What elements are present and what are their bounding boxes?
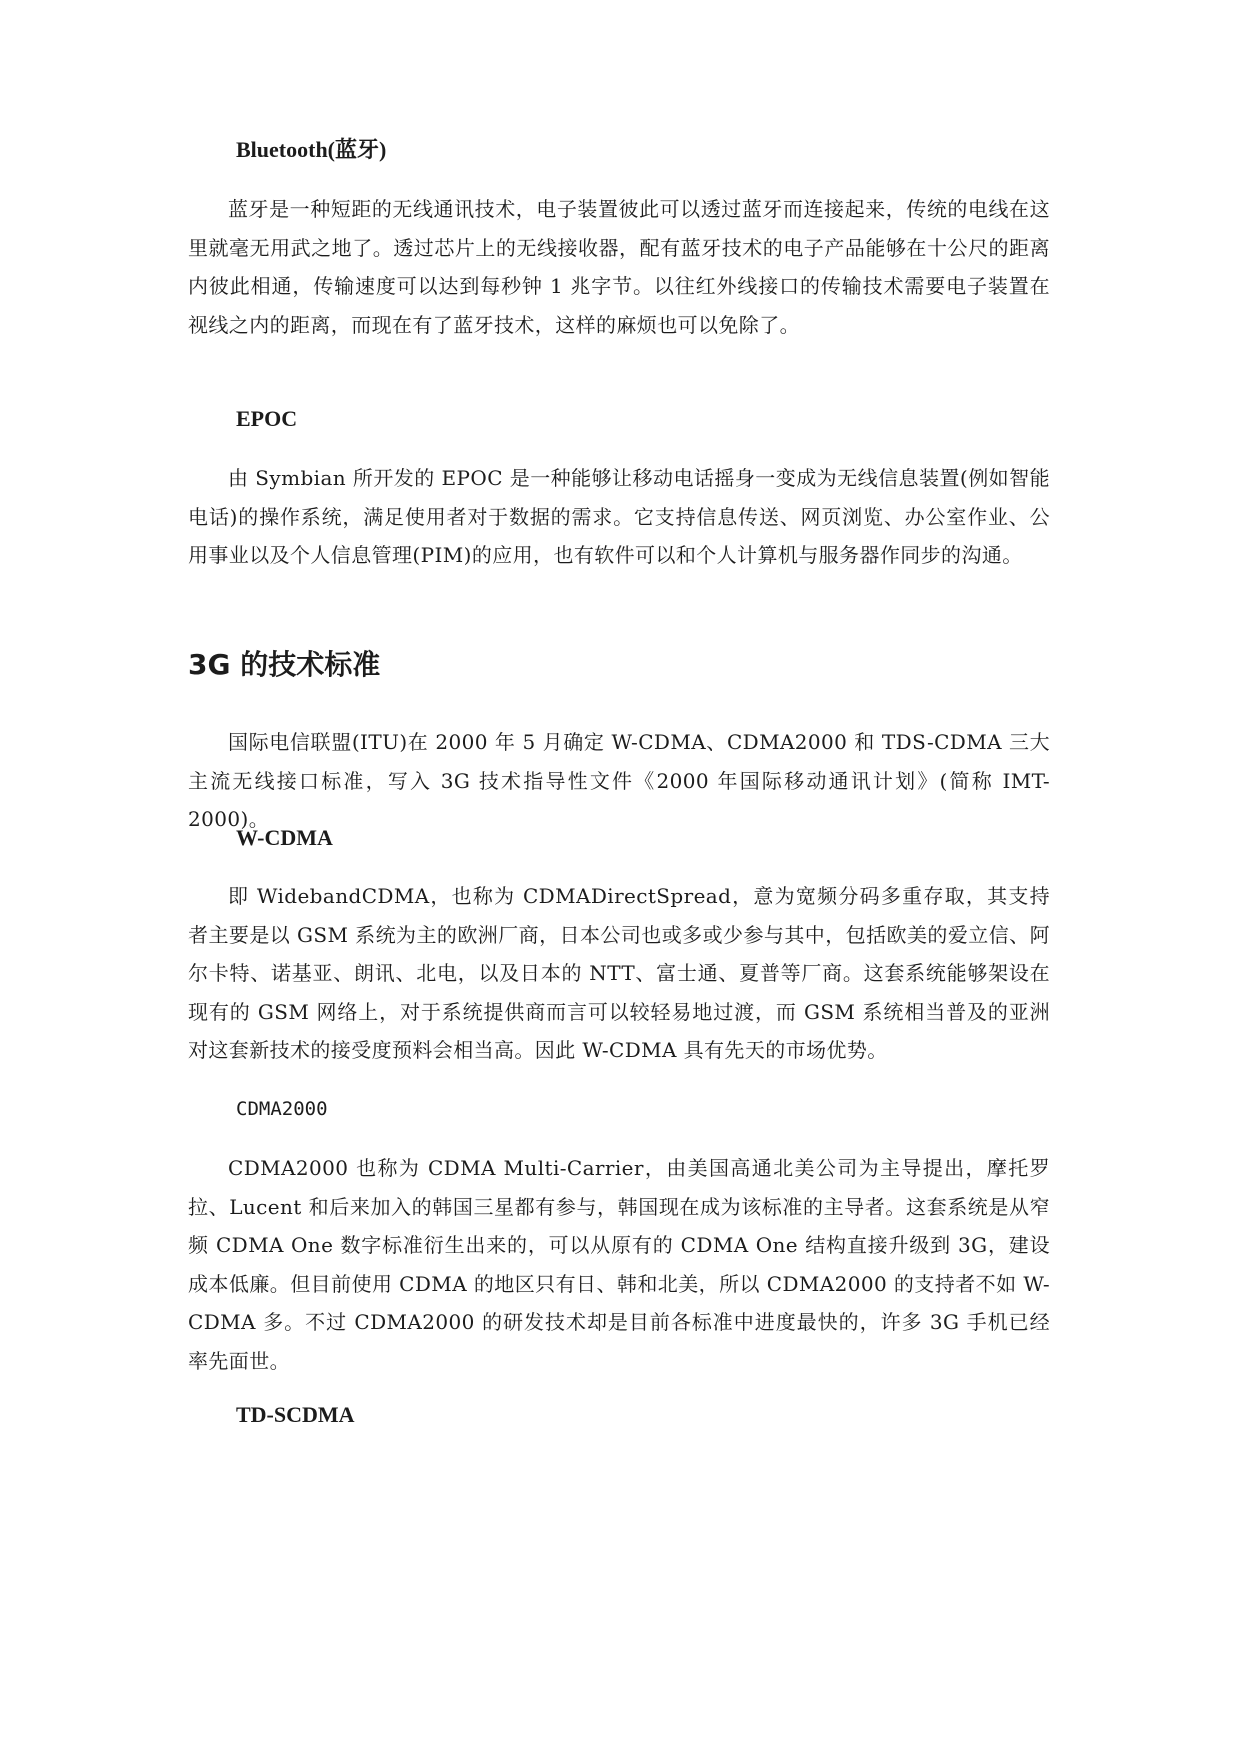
wcdma-heading: W-CDMA — [236, 825, 333, 850]
epoc-heading: EPOC — [236, 406, 298, 431]
standards-paragraph: 国际电信联盟(ITU)在 2000 年 5 月确定 W-CDMA、CDMA2000 和 TDS-CDMA 三大主流无线接口标准，写入 3G 技术指导性文件《2000 年国际移动通讯计划》(简称 IMT-2000)。 — [188, 730, 1050, 832]
wcdma-paragraph: 即 WidebandCDMA，也称为 CDMADirectSpread，意为宽频分码多重存取，其支持者主要是以 GSM 系统为主的欧洲厂商，日本公司也或多或少参与其中，包括欧美的爱立信、阿尔卡特、诺基亚、朗讯、北电，以及日本的 NTT、富士通、夏普等厂商。这套系统能够架设在现有的 GSM 网络上，对于系统提供商而言可以较轻易地过渡，而 GSM 系统相当普及的亚洲对这套新技术的接受度预料会相当高。因此 W-CDMA 具有先天的市场优势。 — [188, 884, 1050, 1063]
epoc-paragraph: 由 Symbian 所开发的 EPOC 是一种能够让移动电话摇身一变成为无线信息装置(例如智能电话)的操作系统，满足使用者对于数据的需求。它支持信息传送、网页浏览、办公室作业、公用事业以及个人信息管理(PIM)的应用，也有软件可以和个人计算机与服务器作同步的沟通。 — [188, 466, 1050, 568]
bluetooth-heading: Bluetooth(蓝牙) — [236, 137, 387, 162]
standards-heading: 3G 的技术标准 — [188, 648, 381, 681]
cdma2000-heading: CDMA2000 — [236, 1098, 328, 1120]
tdscdma-heading: TD-SCDMA — [236, 1402, 355, 1427]
cdma2000-paragraph: CDMA2000 也称为 CDMA Multi-Carrier，由美国高通北美公司为主导提出，摩托罗拉、Lucent 和后来加入的韩国三星都有参与，韩国现在成为该标准的主导者。这套系统是从窄频 CDMA One 数字标准衍生出来的，可以从原有的 CDMA One 结构直接升级到 3G，建设成本低廉。但目前使用 CDMA 的地区只有日、韩和北美，所以 CDMA2000 的支持者不如 W-CDMA 多。不过 CDMA2000 的研发技术却是目前各标准中进度最快的，许多 3G 手机已经率先面世。 — [188, 1156, 1050, 1373]
bluetooth-paragraph: 蓝牙是一种短距的无线通讯技术，电子装置彼此可以透过蓝牙而连接起来，传统的电线在这里就毫无用武之地了。透过芯片上的无线接收器，配有蓝牙技术的电子产品能够在十公尺的距离内彼此相通，传输速度可以达到每秒钟 1 兆字节。以往红外线接口的传输技术需要电子装置在视线之内的距离，而现在有了蓝牙技术，这样的麻烦也可以免除了。 — [188, 197, 1050, 337]
